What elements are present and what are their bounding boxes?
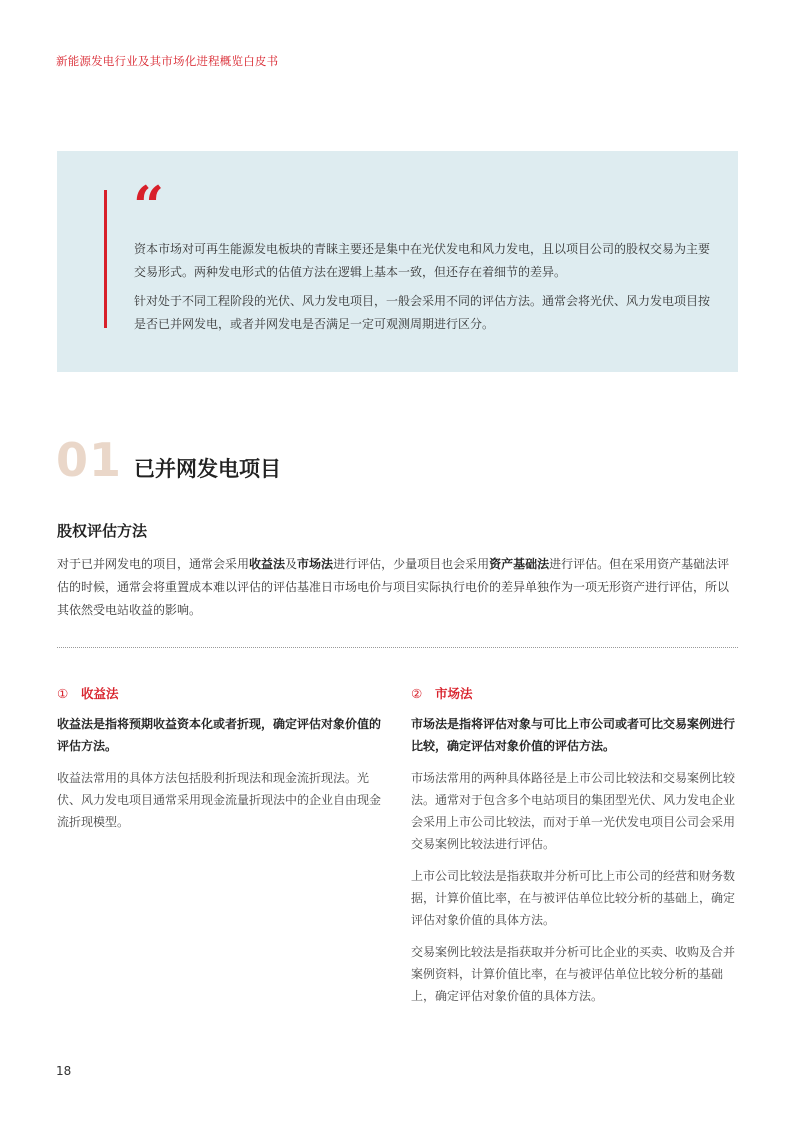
intro-emphasis: 收益法 <box>249 557 286 571</box>
method-name: 收益法 <box>81 686 119 701</box>
quote-box <box>57 151 738 372</box>
method-body-paragraph: 收益法常用的具体方法包括股利折现法和现金流折现法。光伏、风力发电项目通常采用现金流量折现法中的企业自由现金流折现模型。 <box>57 771 382 829</box>
intro-emphasis: 资产基础法 <box>489 557 550 571</box>
method-definition: 收益法是指将预期收益资本化或者折现，确定评估对象价值的评估方法。 <box>57 717 382 753</box>
method-column-income <box>57 684 387 833</box>
method-column-market <box>411 684 741 1007</box>
method-body-paragraph: 上市公司比较法是指获取并分析可比上市公司的经营和财务数据，计算价值比率，在与被评估单位比较分析的基础上，确定评估对象价值的具体方法。 <box>411 869 736 927</box>
method-body-paragraph: 市场法常用的两种具体路径是上市公司比较法和交易案例比较法。通常对于包含多个电站项目的集团型光伏、风力发电企业会采用上市公司比较法，而对于单一光伏发电项目公司会采用交易案例比较法进行评估。 <box>411 771 736 851</box>
intro-text: 进行评估。但在采用资产基础法评估的时候，通常会将重置成本难以评估的评估基准日市场电价与项目实际执行电价的差异单独作为一项无形资产进行评估，所以其依然受电站收益的影响。 <box>57 557 730 617</box>
running-header: 新能源发电行业及其市场化进程概览白皮书 <box>56 54 279 68</box>
section-title: 已并网发电项目 <box>134 457 281 481</box>
intro-emphasis: 市场法 <box>297 557 334 571</box>
method-heading <box>411 684 741 704</box>
method-number: ① <box>57 686 69 701</box>
dotted-divider <box>57 647 738 648</box>
quote-paragraph: 针对处于不同工程阶段的光伏、风力发电项目，一般会采用不同的评估方法。通常会将光伏、风力发电项目按是否已并网发电，或者并网发电是否满足一定可观测周期进行区分。 <box>134 294 711 331</box>
section-number: 01 <box>56 433 123 487</box>
quote-paragraph: 资本市场对可再生能源发电板块的青睐主要还是集中在光伏发电和风力发电，且以项目公司的股权交易为主要交易形式。两种发电形式的估值方法在逻辑上基本一致，但还存在着细节的差异。 <box>134 242 711 279</box>
intro-text: 及 <box>285 557 298 571</box>
quote-mark-icon: “ <box>133 174 165 238</box>
intro-text: 进行评估，少量项目也会采用 <box>333 557 490 571</box>
intro-text: 对于已并网发电的项目，通常会采用 <box>57 557 250 571</box>
page-number: 18 <box>56 1064 72 1078</box>
method-definition: 市场法是指将评估对象与可比上市公司或者可比交易案例进行比较，确定评估对象价值的评估方法。 <box>411 717 736 753</box>
method-name: 市场法 <box>435 686 473 701</box>
method-heading <box>57 684 387 704</box>
intro-paragraph <box>57 553 740 622</box>
quote-accent-bar <box>104 190 107 328</box>
method-number: ② <box>411 686 423 701</box>
method-body-paragraph: 交易案例比较法是指获取并分析可比企业的买卖、收购及合并案例资料，计算价值比率，在与被评估单位比较分析的基础上，确定评估对象价值的具体方法。 <box>411 945 736 1003</box>
subsection-title: 股权评估方法 <box>57 522 148 540</box>
